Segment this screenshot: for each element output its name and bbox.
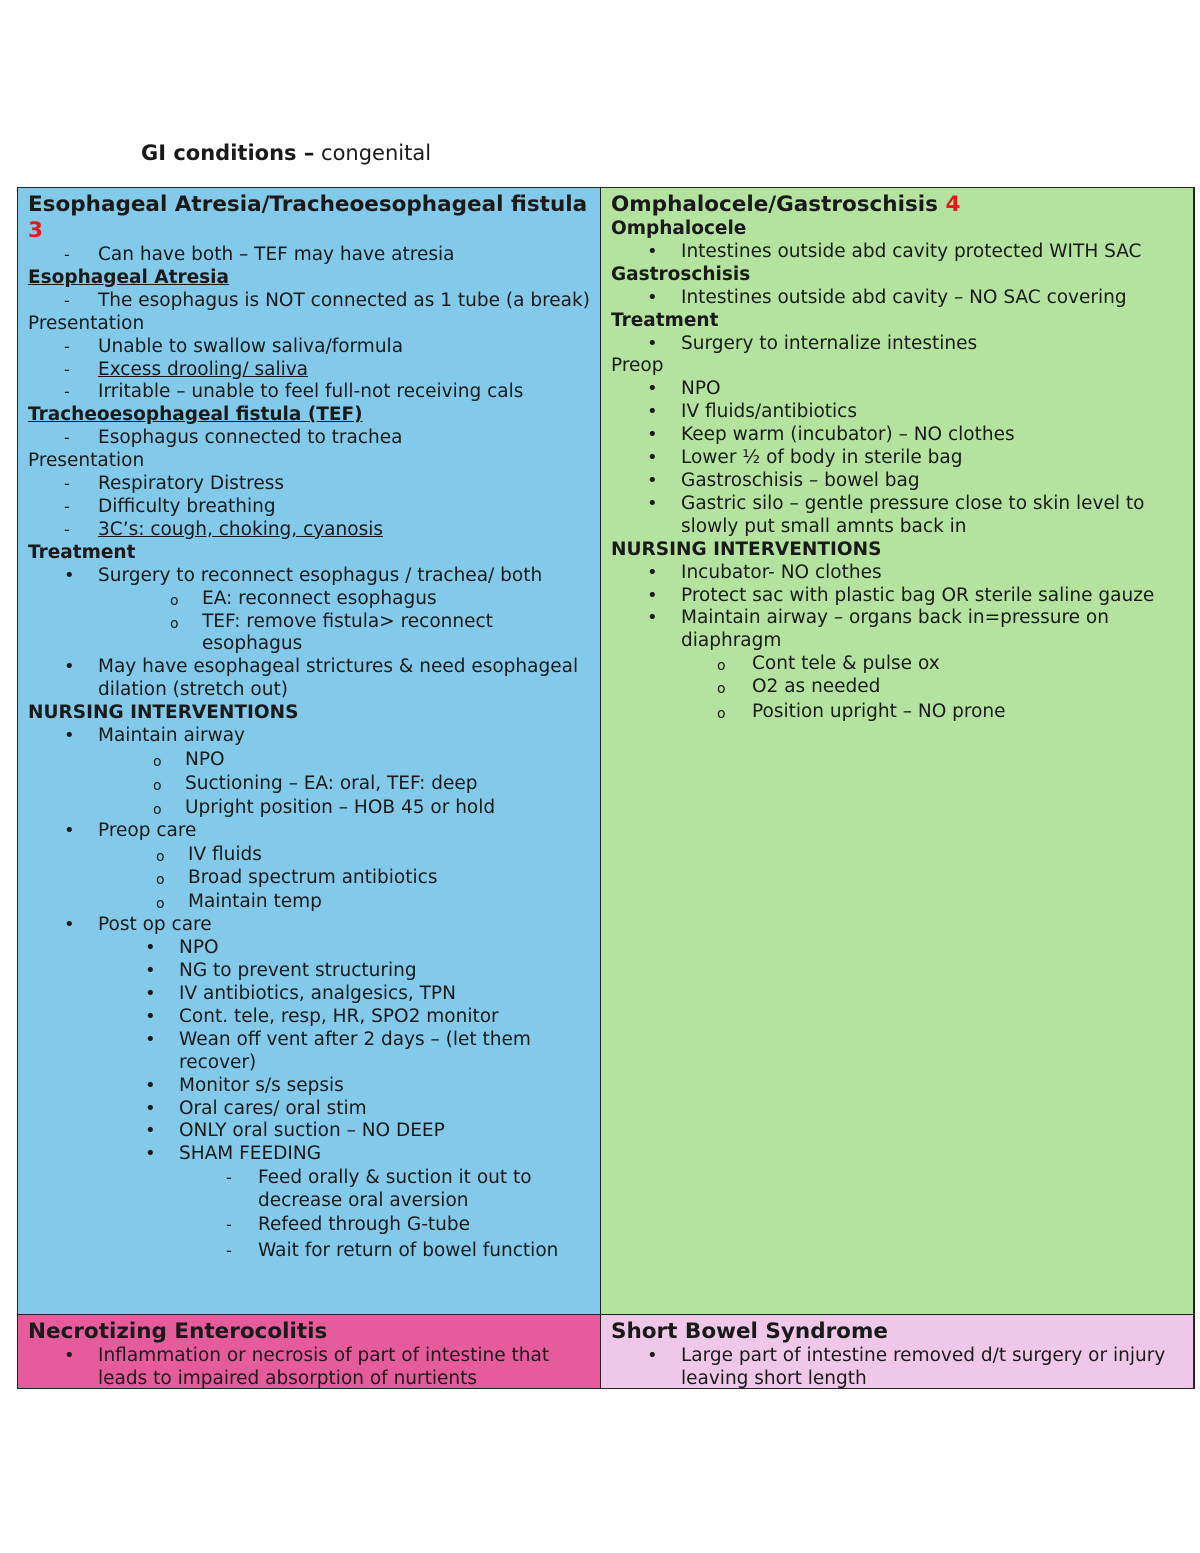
item-text: NPO <box>681 378 721 400</box>
list-item <box>28 588 590 611</box>
list-item <box>28 611 590 657</box>
list-item <box>28 725 590 748</box>
omphalocele-label: Omphalocele <box>611 218 747 239</box>
list-item <box>28 820 590 843</box>
list-item <box>28 473 590 496</box>
list-item <box>611 607 1183 653</box>
presentation-label: Presentation <box>28 450 145 472</box>
cell-ea-tef <box>18 188 601 1314</box>
item-text: Position upright – NO prone <box>752 701 1006 723</box>
circle-marker: o <box>153 801 162 818</box>
bullet-marker: • <box>145 1097 156 1119</box>
item-text: Esophagus connected to trachea <box>98 427 403 449</box>
bullet-marker: • <box>647 469 658 491</box>
list-item <box>28 1006 590 1029</box>
table-row-top <box>18 188 1193 1315</box>
document-title <box>141 141 431 165</box>
list-item <box>28 427 590 450</box>
list-item <box>611 676 1183 699</box>
list-item <box>611 493 1183 539</box>
item-text: Surgery to internalize intestines <box>681 332 978 354</box>
item-text: Cont. tele, resp, HR, SPO2 monitor <box>179 1005 499 1027</box>
list-item <box>611 287 1183 310</box>
item-text: Intestines outside abd cavity protected WITH SAC <box>681 240 1142 262</box>
bullet-marker: • <box>647 447 658 469</box>
item-text: Difficulty breathing <box>98 495 276 517</box>
circle-marker: o <box>156 872 165 889</box>
bullet-marker: • <box>647 1345 658 1366</box>
bullet-marker: • <box>647 286 658 308</box>
item-text: EA: reconnect esophagus <box>202 587 437 609</box>
nursing-label: NURSING INTERVENTIONS <box>611 538 882 560</box>
list-item <box>28 937 590 960</box>
bullet-marker: • <box>145 1120 156 1142</box>
list-item <box>611 241 1183 264</box>
bullet-marker: • <box>64 725 75 747</box>
ea-subheading: Esophageal Atresia <box>28 266 229 288</box>
list-item <box>28 1120 590 1143</box>
item-text: NG to prevent structuring <box>179 960 417 982</box>
circle-marker: o <box>170 592 179 609</box>
list-item <box>611 424 1183 447</box>
bullet-marker: • <box>64 914 75 936</box>
list-item <box>611 562 1183 585</box>
circle-marker: o <box>156 896 165 913</box>
circle-marker: o <box>156 848 165 865</box>
item-text: O2 as needed <box>752 676 881 698</box>
list-item <box>28 290 590 313</box>
item-text: Respiratory Distress <box>98 473 285 495</box>
bullet-marker: • <box>145 960 156 982</box>
dash-marker: - <box>64 359 70 379</box>
bullet-marker: • <box>145 1074 156 1096</box>
item-text: Irritable – unable to feel full-not receiving cals <box>98 381 524 403</box>
bullet-marker: • <box>145 1028 156 1050</box>
list-item <box>28 867 590 890</box>
item-text: Oral cares/ oral stim <box>179 1097 367 1119</box>
list-item <box>28 1075 590 1098</box>
ea-tef-heading <box>28 192 590 244</box>
bullet-marker: • <box>145 937 156 959</box>
bullet-marker: • <box>647 240 658 262</box>
list-item <box>611 585 1183 608</box>
bullet-marker: • <box>647 401 658 423</box>
item-text: Gastric silo – gentle pressure close to skin level to slowly put small amnts back in <box>681 492 1145 537</box>
list-item <box>28 749 590 772</box>
item-text: The esophagus is NOT connected as 1 tube (a break) <box>98 289 590 311</box>
item-text: IV fluids/antibiotics <box>681 401 857 423</box>
list-item <box>28 1143 590 1166</box>
bullet-marker: • <box>145 1005 156 1027</box>
item-text: Inflammation or necrosis of part of intestine that leads to impaired absorption of nurtients <box>98 1345 550 1389</box>
presentation-label: Presentation <box>28 312 145 334</box>
item-text: Post op care <box>98 914 212 936</box>
list-item <box>28 656 590 702</box>
bullet-marker: • <box>64 564 75 586</box>
list-item <box>28 960 590 983</box>
dash-marker: - <box>64 382 70 402</box>
circle-marker: o <box>717 706 726 723</box>
dash-marker: - <box>64 290 70 310</box>
list-item <box>28 1240 590 1263</box>
list-item <box>28 381 590 404</box>
item-text: Large part of intestine removed d/t surgery or injury leaving short length <box>681 1345 1166 1389</box>
bullet-marker: • <box>145 983 156 1004</box>
item-text: Can have both – TEF may have atresia <box>98 244 455 265</box>
circle-marker: o <box>170 615 179 632</box>
list-item <box>611 1345 1183 1391</box>
list-item <box>611 470 1183 493</box>
circle-marker: o <box>153 777 162 794</box>
list-item <box>28 797 590 820</box>
list-item <box>611 333 1183 356</box>
treatment-label: Treatment <box>611 309 719 331</box>
conditions-table <box>17 187 1195 1389</box>
treatment-label: Treatment <box>28 541 136 563</box>
item-text: Monitor s/s sepsis <box>179 1074 344 1096</box>
title-normal: congenital <box>314 141 432 165</box>
item-text: Maintain airway – organs back in=pressure on diaphragm <box>681 607 1109 652</box>
dash-marker: - <box>226 1215 232 1235</box>
list-item <box>28 1214 590 1237</box>
gastroschisis-label: Gastroschisis <box>611 263 751 285</box>
sbs-heading: Short Bowel Syndrome <box>611 1319 888 1344</box>
item-text: Feed orally & suction it out to decrease oral aversion <box>258 1167 532 1212</box>
dash-marker: - <box>226 1240 232 1260</box>
ea-number: 3 <box>28 218 43 243</box>
item-text: Wean off vent after 2 days – (let them recover) <box>179 1028 531 1073</box>
item-text: IV fluids <box>188 843 262 865</box>
item-text: ONLY oral suction – NO DEEP <box>179 1120 445 1142</box>
list-item <box>28 336 590 359</box>
bullet-marker: • <box>647 492 658 514</box>
item-text: Keep warm (incubator) – NO clothes <box>681 424 1015 446</box>
item-text: SHAM FEEDING <box>179 1143 322 1165</box>
item-text: Surgery to reconnect esophagus / trachea/ both <box>98 564 543 586</box>
item-text: Maintain airway <box>98 725 245 747</box>
preop-label: Preop <box>611 355 664 377</box>
nec-heading: Necrotizing Enterocolitis <box>28 1319 328 1344</box>
list-item <box>28 244 590 267</box>
item-text: Refeed through G-tube <box>258 1214 470 1236</box>
dash-marker: - <box>64 428 70 448</box>
circle-marker: o <box>153 753 162 770</box>
list-item <box>28 1345 590 1391</box>
list-item <box>28 1029 590 1075</box>
list-item <box>28 565 590 588</box>
list-item <box>28 1167 590 1213</box>
item-text: Maintain temp <box>188 891 322 913</box>
dash-marker: - <box>64 336 70 356</box>
list-item <box>611 401 1183 424</box>
list-item <box>28 773 590 796</box>
og-number: 4 <box>945 192 961 217</box>
circle-marker: o <box>717 681 726 698</box>
dash-marker: - <box>64 474 70 494</box>
item-text: Wait for return of bowel function <box>258 1239 559 1261</box>
item-text: Upright position – HOB 45 or hold <box>185 796 496 818</box>
circle-marker: o <box>717 658 726 675</box>
item-text: Preop care <box>98 819 197 841</box>
item-text: Incubator- NO clothes <box>681 561 882 583</box>
item-text: TEF: remove fistula> reconnect esophagus <box>202 610 493 655</box>
tef-subheading: Tracheoesophageal fistula (TEF) <box>28 404 363 426</box>
dash-marker: - <box>226 1168 232 1188</box>
item-text: Cont tele & pulse ox <box>752 653 940 675</box>
list-item <box>28 1098 590 1121</box>
dash-marker: - <box>64 519 70 539</box>
title-bold: GI conditions – <box>141 141 315 165</box>
item-text: Gastroschisis – bowel bag <box>681 469 920 491</box>
bullet-marker: • <box>647 561 658 583</box>
item-text: Lower ½ of body in sterile bag <box>681 447 963 469</box>
bullet-marker: • <box>145 1143 156 1165</box>
list-item <box>28 359 590 382</box>
bullet-marker: • <box>64 1345 75 1366</box>
cell-omphalocele-gastroschisis <box>601 188 1193 1314</box>
og-heading <box>611 192 1183 218</box>
list-item <box>28 519 590 542</box>
bullet-marker: • <box>647 332 658 354</box>
item-text: NPO <box>179 937 219 959</box>
item-text: 3C’s: cough, choking, cyanosis <box>98 518 383 540</box>
table-row-bottom <box>18 1315 1193 1388</box>
list-item <box>28 496 590 519</box>
og-heading-text: Omphalocele/Gastroschisis <box>611 192 938 217</box>
bullet-marker: • <box>647 584 658 606</box>
list-item <box>28 891 590 914</box>
bullet-marker: • <box>64 819 75 841</box>
bullet-marker: • <box>647 378 658 400</box>
cell-nec <box>18 1315 601 1388</box>
list-item <box>611 701 1183 724</box>
list-item <box>28 844 590 867</box>
item-text: Protect sac with plastic bag OR sterile saline gauze <box>681 584 1155 606</box>
dash-marker: - <box>64 245 70 264</box>
list-item <box>611 653 1183 676</box>
item-text: IV antibiotics, analgesics, TPN <box>179 983 456 1004</box>
ea-heading-text: Esophageal Atresia/Tracheoesophageal fistula <box>28 192 588 217</box>
item-text: May have esophageal strictures & need esophageal dilation (stretch out) <box>98 656 579 701</box>
bullet-marker: • <box>647 607 658 629</box>
bullet-marker: • <box>64 656 75 678</box>
list-item <box>28 914 590 937</box>
list-item <box>611 378 1183 401</box>
bullet-marker: • <box>647 424 658 446</box>
item-text: Unable to swallow saliva/formula <box>98 335 404 357</box>
item-text: NPO <box>185 748 225 770</box>
list-item <box>28 983 590 1006</box>
list-item <box>611 447 1183 470</box>
nursing-label: NURSING INTERVENTIONS <box>28 702 299 724</box>
dash-marker: - <box>64 496 70 516</box>
item-text: Broad spectrum antibiotics <box>188 867 438 889</box>
item-text: Excess drooling/ saliva <box>98 358 309 380</box>
item-text: Intestines outside abd cavity – NO SAC covering <box>681 286 1127 308</box>
item-text: Suctioning – EA: oral, TEF: deep <box>185 772 478 794</box>
cell-short-bowel <box>601 1315 1193 1388</box>
